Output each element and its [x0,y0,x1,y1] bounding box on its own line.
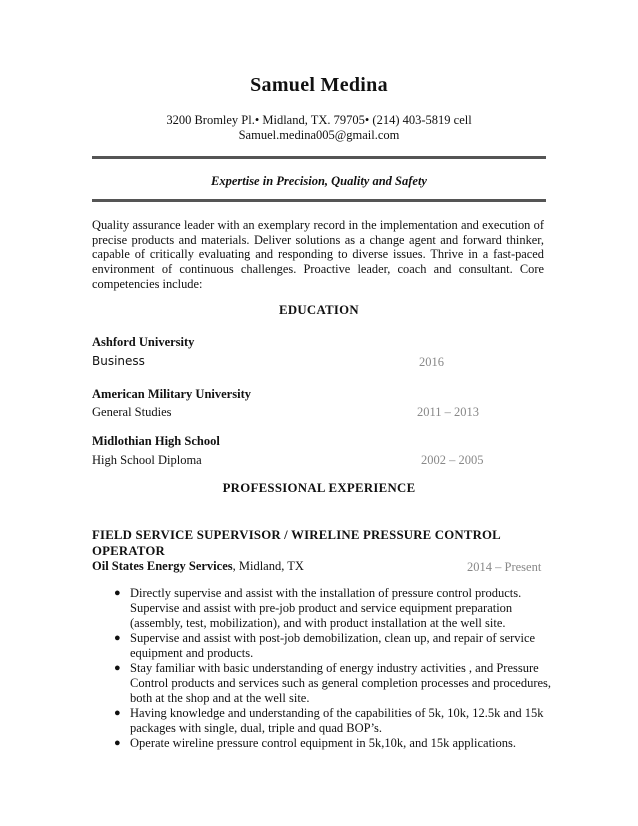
duty-text: Operate wireline pressure control equipment in 5k,10k, and 15k applications. [130,736,517,750]
tagline: Expertise in Precision, Quality and Safety [211,174,427,188]
education-degree: High School Diploma [92,453,202,467]
bullet-icon: ● [114,737,121,749]
bottom-divider-rule [92,199,546,202]
bullet-icon: ● [114,707,121,719]
education-school: American Military University [92,387,251,401]
list-item [92,586,552,631]
education-school: Ashford University [92,335,195,349]
list-item [92,706,552,736]
duty-text: Supervise and assist with post-job demobilization, clean up, and repair of service equipment and products. [130,631,536,660]
job-location: , Midland, TX [232,559,304,573]
education-degree: General Studies [92,405,172,419]
education-school: Midlothian High School [92,434,220,448]
duty-text: Directly supervise and assist with the installation of pressure control products. Supervise and assist with pre-job product and service equipment preparation (assembly, test, mobilization), and with product installation at the well site. [130,586,522,630]
education-dates: 2016 [419,355,444,369]
contact-address-line: 3200 Bromley Pl.• Midland, TX. 79705• (214) 403-5819 cell [166,113,472,127]
list-item [92,631,552,661]
job-company-line [92,559,304,574]
bullet-icon: ● [114,632,121,644]
duty-text: Stay familiar with basic understanding of energy industry activities , and Pressure Control products and services such as general completion processes and procedures, both at the shop and at the well site. [130,661,552,705]
professional-summary: Quality assurance leader with an exemplary record in the implementation and execution of precise products and materials. Deliver solutions as a change agent and forward thinker, capable of critically evaluating and responding to diverse issues. Thrive in a fast-paced environment of continuous challenges. Proactive leader, coach and consultant. Core competencies include: [92,218,544,291]
bullet-icon: ● [114,662,121,674]
education-degree: Business [92,354,145,368]
experience-heading: PROFESSIONAL EXPERIENCE [222,481,416,495]
job-duties-list [92,586,552,751]
job-dates: 2014 – Present [467,560,542,574]
duty-text: Having knowledge and understanding of the capabilities of 5k, 10k, 12.5k and 15k packages with single, dual, triple and quad BOP’s. [130,706,544,735]
bullet-icon: ● [114,587,121,599]
job-company: Oil States Energy Services [92,559,233,573]
education-heading: EDUCATION [279,303,359,317]
education-dates: 2011 – 2013 [417,405,480,419]
education-dates: 2002 – 2005 [421,453,484,467]
job-title: FIELD SERVICE SUPERVISOR / WIRELINE PRESSURE CONTROL OPERATOR [92,528,501,558]
list-item [92,661,552,706]
top-divider-rule [92,156,546,159]
list-item [92,736,552,751]
contact-email: Samuel.medina005@gmail.com [238,128,400,142]
candidate-name: Samuel Medina [250,74,388,96]
